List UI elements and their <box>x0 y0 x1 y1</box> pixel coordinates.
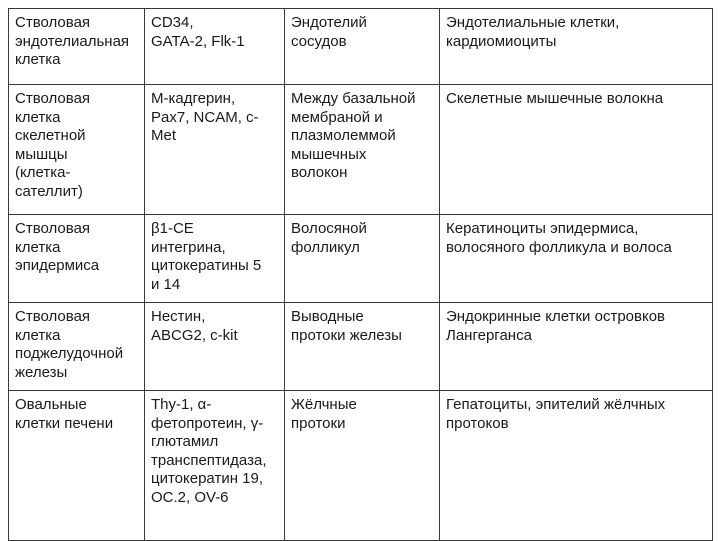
table-row <box>9 85 713 215</box>
cell-derivatives: Эндокринные клетки островков Лангерганса <box>440 303 713 391</box>
cell-location: Между базальной мембраной и плазмолеммой мышечных волокон <box>285 85 440 215</box>
cell-type: Стволовая клетка эпидермиса <box>9 215 145 303</box>
cell-type: Стволовая эндотелиальная клетка <box>9 9 145 85</box>
cell-type: Стволовая клетка скелетной мышцы (клетка- сателлит) <box>9 85 145 215</box>
cell-location: Жёлчные протоки <box>285 391 440 541</box>
stem-cell-table <box>8 8 713 541</box>
cell-type: Овальные клетки печени <box>9 391 145 541</box>
cell-derivatives: Скелетные мышечные волокна <box>440 85 713 215</box>
table-row <box>9 303 713 391</box>
cell-markers: β1-СЕ интегрина, цитокератины 5 и 14 <box>145 215 285 303</box>
cell-markers: Thy-1, α- фетопротеин, γ- глютамил транспептидаза, цитокератин 19, ОС.2, ОV-6 <box>145 391 285 541</box>
cell-derivatives: Эндотелиальные клетки, кардиомиоциты <box>440 9 713 85</box>
cell-type: Стволовая клетка поджелудочной железы <box>9 303 145 391</box>
table-row <box>9 215 713 303</box>
cell-markers: М-кадгерин, Pax7, NCAM, c- Met <box>145 85 285 215</box>
table-row <box>9 9 713 85</box>
stem-cell-table-container <box>8 8 712 541</box>
cell-derivatives: Гепатоциты, эпителий жёлчных протоков <box>440 391 713 541</box>
cell-location: Волосяной фолликул <box>285 215 440 303</box>
cell-location: Эндотелий сосудов <box>285 9 440 85</box>
cell-derivatives: Кератиноциты эпидермиса, волосяного фолликула и волоса <box>440 215 713 303</box>
cell-location: Выводные протоки железы <box>285 303 440 391</box>
cell-markers: Нестин, ABCG2, c-kit <box>145 303 285 391</box>
table-row <box>9 391 713 541</box>
cell-markers: CD34, GATA-2, Flk-1 <box>145 9 285 85</box>
